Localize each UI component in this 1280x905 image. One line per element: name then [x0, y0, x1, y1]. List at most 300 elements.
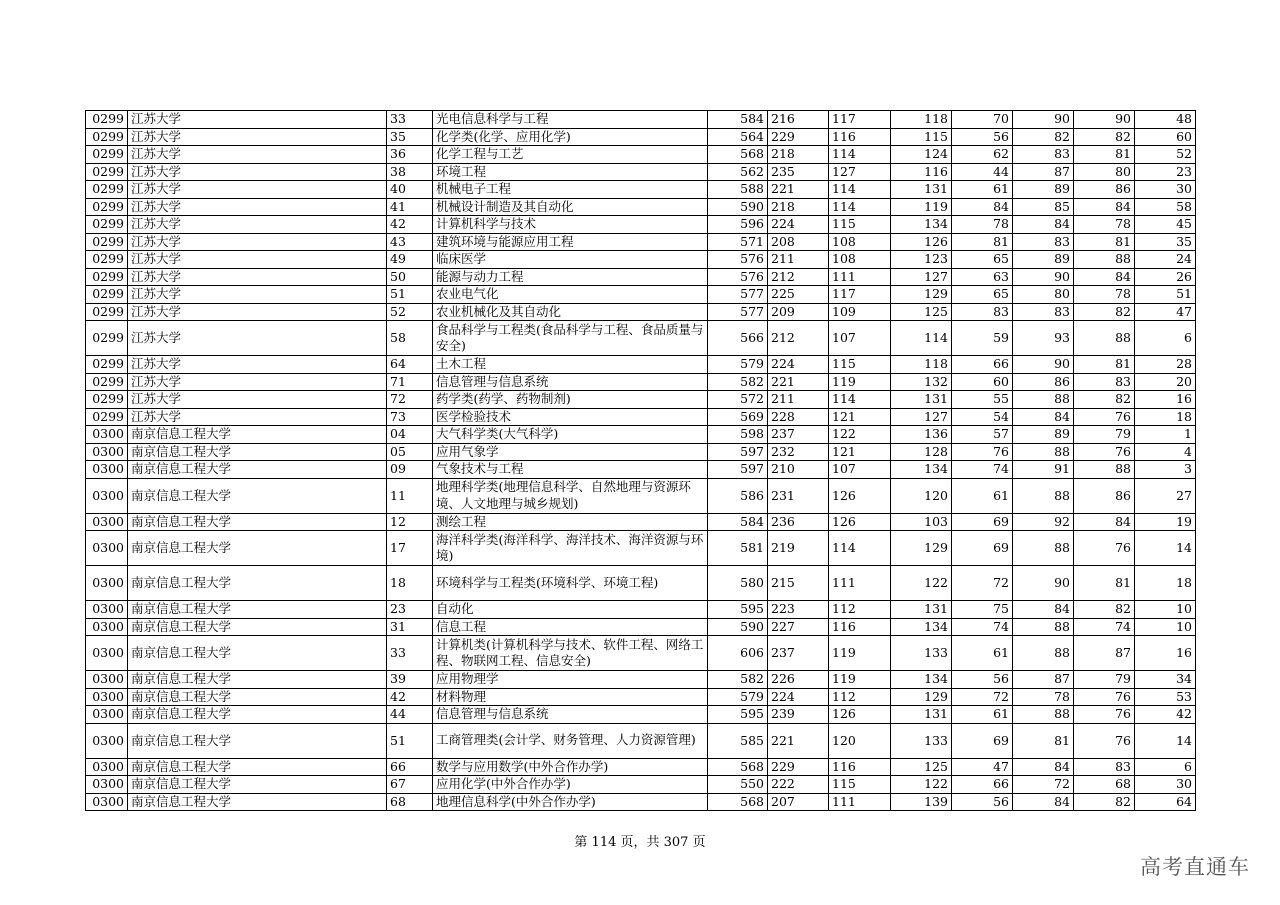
score-col-c-cell: 123 [891, 251, 952, 269]
rank-value-cell: 24 [1135, 251, 1196, 269]
table-row [86, 321, 1196, 356]
score-col-e-cell: 84 [1013, 793, 1074, 811]
score-col-d-cell: 56 [952, 671, 1013, 689]
score-col-c-cell: 115 [891, 128, 952, 146]
score-col-a-cell: 208 [768, 233, 829, 251]
score-col-e-cell: 90 [1013, 356, 1074, 374]
score-col-b-cell: 115 [829, 776, 891, 794]
school-code-cell: 0299 [86, 321, 128, 356]
table-row [86, 706, 1196, 724]
score-col-d-cell: 63 [952, 268, 1013, 286]
table-row [86, 758, 1196, 776]
score-col-f-cell: 82 [1074, 303, 1135, 321]
score-col-a-cell: 209 [768, 303, 829, 321]
score-col-e-cell: 83 [1013, 146, 1074, 164]
score-col-f-cell: 79 [1074, 426, 1135, 444]
major-code-cell: 58 [387, 321, 433, 356]
rank-value-cell: 30 [1135, 181, 1196, 199]
score-col-b-cell: 121 [829, 443, 891, 461]
score-col-a-cell: 237 [768, 426, 829, 444]
major-name-cell: 信息管理与信息系统 [433, 373, 708, 391]
total-score-cell: 596 [708, 216, 768, 234]
total-score-cell: 571 [708, 233, 768, 251]
score-col-e-cell: 78 [1013, 688, 1074, 706]
score-col-f-cell: 76 [1074, 706, 1135, 724]
rank-value-cell: 6 [1135, 758, 1196, 776]
total-score-cell: 582 [708, 671, 768, 689]
score-col-b-cell: 126 [829, 513, 891, 531]
score-col-d-cell: 69 [952, 513, 1013, 531]
school-code-cell: 0299 [86, 303, 128, 321]
score-col-e-cell: 87 [1013, 163, 1074, 181]
total-score-cell: 580 [708, 566, 768, 601]
total-score-cell: 582 [708, 373, 768, 391]
score-col-f-cell: 76 [1074, 443, 1135, 461]
school-name-cell: 南京信息工程大学 [128, 618, 387, 636]
major-name-cell: 土木工程 [433, 356, 708, 374]
major-name-cell: 能源与动力工程 [433, 268, 708, 286]
score-col-d-cell: 62 [952, 146, 1013, 164]
major-code-cell: 51 [387, 286, 433, 304]
school-code-cell: 0299 [86, 216, 128, 234]
score-col-f-cell: 83 [1074, 373, 1135, 391]
score-col-f-cell: 88 [1074, 461, 1135, 479]
major-name-cell: 建筑环境与能源应用工程 [433, 233, 708, 251]
score-col-a-cell: 218 [768, 146, 829, 164]
total-score-cell: 584 [708, 111, 768, 129]
score-col-a-cell: 212 [768, 321, 829, 356]
score-col-d-cell: 65 [952, 286, 1013, 304]
table-row [86, 531, 1196, 566]
school-name-cell: 江苏大学 [128, 163, 387, 181]
school-code-cell: 0299 [86, 391, 128, 409]
school-code-cell: 0300 [86, 706, 128, 724]
rank-value-cell: 48 [1135, 111, 1196, 129]
score-col-f-cell: 87 [1074, 636, 1135, 671]
score-col-d-cell: 66 [952, 776, 1013, 794]
score-col-a-cell: 229 [768, 128, 829, 146]
score-col-c-cell: 134 [891, 618, 952, 636]
score-col-b-cell: 122 [829, 426, 891, 444]
score-col-f-cell: 84 [1074, 268, 1135, 286]
score-col-e-cell: 91 [1013, 461, 1074, 479]
score-col-f-cell: 83 [1074, 758, 1135, 776]
table-row [86, 268, 1196, 286]
table-row [86, 478, 1196, 513]
score-col-e-cell: 84 [1013, 408, 1074, 426]
score-col-d-cell: 61 [952, 478, 1013, 513]
rank-value-cell: 14 [1135, 723, 1196, 758]
score-col-c-cell: 119 [891, 198, 952, 216]
score-col-e-cell: 89 [1013, 426, 1074, 444]
school-code-cell: 0299 [86, 373, 128, 391]
score-col-c-cell: 122 [891, 566, 952, 601]
school-code-cell: 0300 [86, 478, 128, 513]
table-row [86, 408, 1196, 426]
score-col-e-cell: 84 [1013, 216, 1074, 234]
school-name-cell: 江苏大学 [128, 128, 387, 146]
major-code-cell: 73 [387, 408, 433, 426]
score-col-e-cell: 93 [1013, 321, 1074, 356]
school-name-cell: 南京信息工程大学 [128, 776, 387, 794]
table-row [86, 566, 1196, 601]
score-col-f-cell: 79 [1074, 671, 1135, 689]
score-col-d-cell: 78 [952, 216, 1013, 234]
table-row [86, 163, 1196, 181]
rank-value-cell: 16 [1135, 391, 1196, 409]
major-code-cell: 40 [387, 181, 433, 199]
score-col-e-cell: 86 [1013, 373, 1074, 391]
score-col-a-cell: 218 [768, 198, 829, 216]
table-row [86, 723, 1196, 758]
rank-value-cell: 3 [1135, 461, 1196, 479]
major-name-cell: 气象技术与工程 [433, 461, 708, 479]
school-name-cell: 南京信息工程大学 [128, 758, 387, 776]
score-col-a-cell: 225 [768, 286, 829, 304]
score-col-c-cell: 131 [891, 181, 952, 199]
major-name-cell: 信息管理与信息系统 [433, 706, 708, 724]
score-col-a-cell: 212 [768, 268, 829, 286]
school-name-cell: 南京信息工程大学 [128, 443, 387, 461]
score-col-d-cell: 84 [952, 198, 1013, 216]
major-name-cell: 材料物理 [433, 688, 708, 706]
score-col-d-cell: 61 [952, 181, 1013, 199]
major-name-cell: 计算机科学与技术 [433, 216, 708, 234]
total-score-cell: 566 [708, 321, 768, 356]
rank-value-cell: 45 [1135, 216, 1196, 234]
rank-value-cell: 30 [1135, 776, 1196, 794]
score-col-f-cell: 84 [1074, 198, 1135, 216]
school-code-cell: 0300 [86, 531, 128, 566]
school-code-cell: 0300 [86, 776, 128, 794]
school-code-cell: 0300 [86, 513, 128, 531]
major-name-cell: 农业机械化及其自动化 [433, 303, 708, 321]
school-name-cell: 南京信息工程大学 [128, 426, 387, 444]
major-name-cell: 地理科学类(地理信息科学、自然地理与资源环境、人文地理与城乡规划) [433, 478, 708, 513]
score-col-b-cell: 107 [829, 321, 891, 356]
major-code-cell: 09 [387, 461, 433, 479]
major-code-cell: 33 [387, 636, 433, 671]
major-name-cell: 临床医学 [433, 251, 708, 269]
table-row [86, 601, 1196, 619]
score-col-d-cell: 59 [952, 321, 1013, 356]
score-col-f-cell: 81 [1074, 146, 1135, 164]
score-col-e-cell: 80 [1013, 286, 1074, 304]
score-col-b-cell: 114 [829, 181, 891, 199]
school-code-cell: 0300 [86, 671, 128, 689]
score-col-d-cell: 56 [952, 793, 1013, 811]
major-code-cell: 23 [387, 601, 433, 619]
total-score-cell: 572 [708, 391, 768, 409]
score-col-d-cell: 69 [952, 531, 1013, 566]
major-name-cell: 环境科学与工程类(环境科学、环境工程) [433, 566, 708, 601]
score-col-e-cell: 89 [1013, 181, 1074, 199]
score-col-f-cell: 74 [1074, 618, 1135, 636]
total-score-cell: 577 [708, 303, 768, 321]
score-col-b-cell: 111 [829, 793, 891, 811]
school-name-cell: 江苏大学 [128, 303, 387, 321]
total-score-cell: 597 [708, 443, 768, 461]
table-row [86, 128, 1196, 146]
rank-value-cell: 18 [1135, 408, 1196, 426]
score-col-e-cell: 88 [1013, 478, 1074, 513]
major-code-cell: 66 [387, 758, 433, 776]
score-col-f-cell: 82 [1074, 391, 1135, 409]
total-score-cell: 568 [708, 793, 768, 811]
school-code-cell: 0299 [86, 251, 128, 269]
school-code-cell: 0299 [86, 111, 128, 129]
score-col-a-cell: 210 [768, 461, 829, 479]
table-row [86, 426, 1196, 444]
total-score-cell: 584 [708, 513, 768, 531]
score-col-f-cell: 82 [1074, 793, 1135, 811]
major-name-cell: 应用气象学 [433, 443, 708, 461]
score-col-e-cell: 84 [1013, 601, 1074, 619]
score-col-f-cell: 82 [1074, 601, 1135, 619]
score-col-d-cell: 55 [952, 391, 1013, 409]
admission-score-table [85, 110, 1196, 811]
table-row [86, 671, 1196, 689]
total-score-cell: 577 [708, 286, 768, 304]
major-name-cell: 医学检验技术 [433, 408, 708, 426]
score-col-a-cell: 221 [768, 373, 829, 391]
table-row [86, 443, 1196, 461]
score-col-b-cell: 115 [829, 216, 891, 234]
major-name-cell: 信息工程 [433, 618, 708, 636]
score-col-b-cell: 114 [829, 198, 891, 216]
score-col-e-cell: 88 [1013, 443, 1074, 461]
score-col-f-cell: 84 [1074, 513, 1135, 531]
major-code-cell: 67 [387, 776, 433, 794]
school-name-cell: 南京信息工程大学 [128, 566, 387, 601]
table-row [86, 303, 1196, 321]
score-col-a-cell: 224 [768, 688, 829, 706]
major-name-cell: 光电信息科学与工程 [433, 111, 708, 129]
table-row [86, 461, 1196, 479]
score-col-c-cell: 131 [891, 601, 952, 619]
school-name-cell: 江苏大学 [128, 373, 387, 391]
table-row [86, 636, 1196, 671]
score-col-e-cell: 81 [1013, 723, 1074, 758]
score-col-a-cell: 211 [768, 251, 829, 269]
major-code-cell: 36 [387, 146, 433, 164]
major-code-cell: 71 [387, 373, 433, 391]
major-name-cell: 地理信息科学(中外合作办学) [433, 793, 708, 811]
major-name-cell: 环境工程 [433, 163, 708, 181]
score-col-c-cell: 127 [891, 408, 952, 426]
school-code-cell: 0300 [86, 793, 128, 811]
score-col-c-cell: 131 [891, 706, 952, 724]
total-score-cell: 606 [708, 636, 768, 671]
major-name-cell: 自动化 [433, 601, 708, 619]
score-col-f-cell: 81 [1074, 356, 1135, 374]
score-col-a-cell: 232 [768, 443, 829, 461]
score-col-d-cell: 47 [952, 758, 1013, 776]
table-row [86, 373, 1196, 391]
score-col-f-cell: 86 [1074, 181, 1135, 199]
major-code-cell: 64 [387, 356, 433, 374]
score-col-a-cell: 211 [768, 391, 829, 409]
major-code-cell: 41 [387, 198, 433, 216]
table-row [86, 356, 1196, 374]
school-code-cell: 0299 [86, 408, 128, 426]
score-col-e-cell: 84 [1013, 758, 1074, 776]
score-col-c-cell: 128 [891, 443, 952, 461]
score-col-b-cell: 115 [829, 356, 891, 374]
school-code-cell: 0299 [86, 198, 128, 216]
major-code-cell: 18 [387, 566, 433, 601]
score-col-d-cell: 72 [952, 566, 1013, 601]
total-score-cell: 597 [708, 461, 768, 479]
score-col-b-cell: 108 [829, 233, 891, 251]
score-col-b-cell: 111 [829, 268, 891, 286]
score-col-a-cell: 221 [768, 181, 829, 199]
school-name-cell: 南京信息工程大学 [128, 706, 387, 724]
score-col-a-cell: 231 [768, 478, 829, 513]
total-score-cell: 564 [708, 128, 768, 146]
score-col-a-cell: 236 [768, 513, 829, 531]
score-col-d-cell: 75 [952, 601, 1013, 619]
score-col-f-cell: 78 [1074, 286, 1135, 304]
score-col-a-cell: 237 [768, 636, 829, 671]
rank-value-cell: 26 [1135, 268, 1196, 286]
rank-value-cell: 28 [1135, 356, 1196, 374]
school-name-cell: 南京信息工程大学 [128, 461, 387, 479]
table-row [86, 181, 1196, 199]
major-name-cell: 机械设计制造及其自动化 [433, 198, 708, 216]
school-code-cell: 0299 [86, 356, 128, 374]
school-name-cell: 江苏大学 [128, 198, 387, 216]
school-name-cell: 南京信息工程大学 [128, 478, 387, 513]
score-col-e-cell: 89 [1013, 251, 1074, 269]
school-name-cell: 南京信息工程大学 [128, 513, 387, 531]
score-col-b-cell: 127 [829, 163, 891, 181]
school-code-cell: 0299 [86, 181, 128, 199]
school-code-cell: 0299 [86, 146, 128, 164]
page-number: 第 114 页，共 307 页 [574, 835, 706, 850]
school-code-cell: 0300 [86, 461, 128, 479]
major-name-cell: 大气科学类(大气科学) [433, 426, 708, 444]
rank-value-cell: 58 [1135, 198, 1196, 216]
school-name-cell: 江苏大学 [128, 268, 387, 286]
school-name-cell: 南京信息工程大学 [128, 671, 387, 689]
major-code-cell: 39 [387, 671, 433, 689]
score-col-a-cell: 226 [768, 671, 829, 689]
score-col-c-cell: 126 [891, 233, 952, 251]
score-col-c-cell: 132 [891, 373, 952, 391]
total-score-cell: 590 [708, 198, 768, 216]
rank-value-cell: 52 [1135, 146, 1196, 164]
school-name-cell: 江苏大学 [128, 216, 387, 234]
rank-value-cell: 51 [1135, 286, 1196, 304]
table-row [86, 513, 1196, 531]
school-name-cell: 南京信息工程大学 [128, 531, 387, 566]
score-col-e-cell: 90 [1013, 111, 1074, 129]
major-code-cell: 42 [387, 688, 433, 706]
rank-value-cell: 16 [1135, 636, 1196, 671]
school-code-cell: 0299 [86, 128, 128, 146]
rank-value-cell: 60 [1135, 128, 1196, 146]
total-score-cell: 576 [708, 268, 768, 286]
score-col-e-cell: 87 [1013, 671, 1074, 689]
score-col-e-cell: 92 [1013, 513, 1074, 531]
score-col-f-cell: 78 [1074, 216, 1135, 234]
total-score-cell: 595 [708, 706, 768, 724]
score-col-b-cell: 121 [829, 408, 891, 426]
score-col-b-cell: 119 [829, 373, 891, 391]
school-code-cell: 0300 [86, 758, 128, 776]
school-code-cell: 0300 [86, 636, 128, 671]
score-col-b-cell: 112 [829, 688, 891, 706]
rank-value-cell: 19 [1135, 513, 1196, 531]
score-col-f-cell: 82 [1074, 128, 1135, 146]
total-score-cell: 581 [708, 531, 768, 566]
score-col-d-cell: 54 [952, 408, 1013, 426]
table-row [86, 286, 1196, 304]
score-col-a-cell: 221 [768, 723, 829, 758]
school-name-cell: 江苏大学 [128, 233, 387, 251]
score-col-f-cell: 76 [1074, 688, 1135, 706]
school-name-cell: 江苏大学 [128, 408, 387, 426]
score-col-c-cell: 116 [891, 163, 952, 181]
table-body [86, 111, 1196, 811]
school-code-cell: 0299 [86, 268, 128, 286]
school-name-cell: 江苏大学 [128, 356, 387, 374]
total-score-cell: 568 [708, 758, 768, 776]
score-col-c-cell: 127 [891, 268, 952, 286]
rank-value-cell: 10 [1135, 601, 1196, 619]
score-col-c-cell: 136 [891, 426, 952, 444]
score-col-d-cell: 81 [952, 233, 1013, 251]
score-col-d-cell: 61 [952, 636, 1013, 671]
score-col-d-cell: 70 [952, 111, 1013, 129]
score-col-c-cell: 129 [891, 531, 952, 566]
rank-value-cell: 23 [1135, 163, 1196, 181]
total-score-cell: 586 [708, 478, 768, 513]
table-row [86, 251, 1196, 269]
rank-value-cell: 20 [1135, 373, 1196, 391]
major-name-cell: 应用物理学 [433, 671, 708, 689]
score-col-c-cell: 139 [891, 793, 952, 811]
school-name-cell: 江苏大学 [128, 286, 387, 304]
score-col-b-cell: 114 [829, 391, 891, 409]
score-col-b-cell: 116 [829, 618, 891, 636]
major-code-cell: 68 [387, 793, 433, 811]
score-col-c-cell: 125 [891, 303, 952, 321]
score-col-c-cell: 131 [891, 391, 952, 409]
major-name-cell: 机械电子工程 [433, 181, 708, 199]
score-col-c-cell: 114 [891, 321, 952, 356]
score-col-b-cell: 108 [829, 251, 891, 269]
major-name-cell: 应用化学(中外合作办学) [433, 776, 708, 794]
rank-value-cell: 34 [1135, 671, 1196, 689]
rank-value-cell: 6 [1135, 321, 1196, 356]
score-col-f-cell: 90 [1074, 111, 1135, 129]
major-name-cell: 农业电气化 [433, 286, 708, 304]
school-name-cell: 南京信息工程大学 [128, 636, 387, 671]
rank-value-cell: 64 [1135, 793, 1196, 811]
score-col-c-cell: 124 [891, 146, 952, 164]
major-name-cell: 测绘工程 [433, 513, 708, 531]
rank-value-cell: 1 [1135, 426, 1196, 444]
total-score-cell: 550 [708, 776, 768, 794]
table-row [86, 198, 1196, 216]
major-code-cell: 12 [387, 513, 433, 531]
score-col-b-cell: 119 [829, 636, 891, 671]
score-col-a-cell: 207 [768, 793, 829, 811]
score-col-a-cell: 222 [768, 776, 829, 794]
score-col-e-cell: 72 [1013, 776, 1074, 794]
